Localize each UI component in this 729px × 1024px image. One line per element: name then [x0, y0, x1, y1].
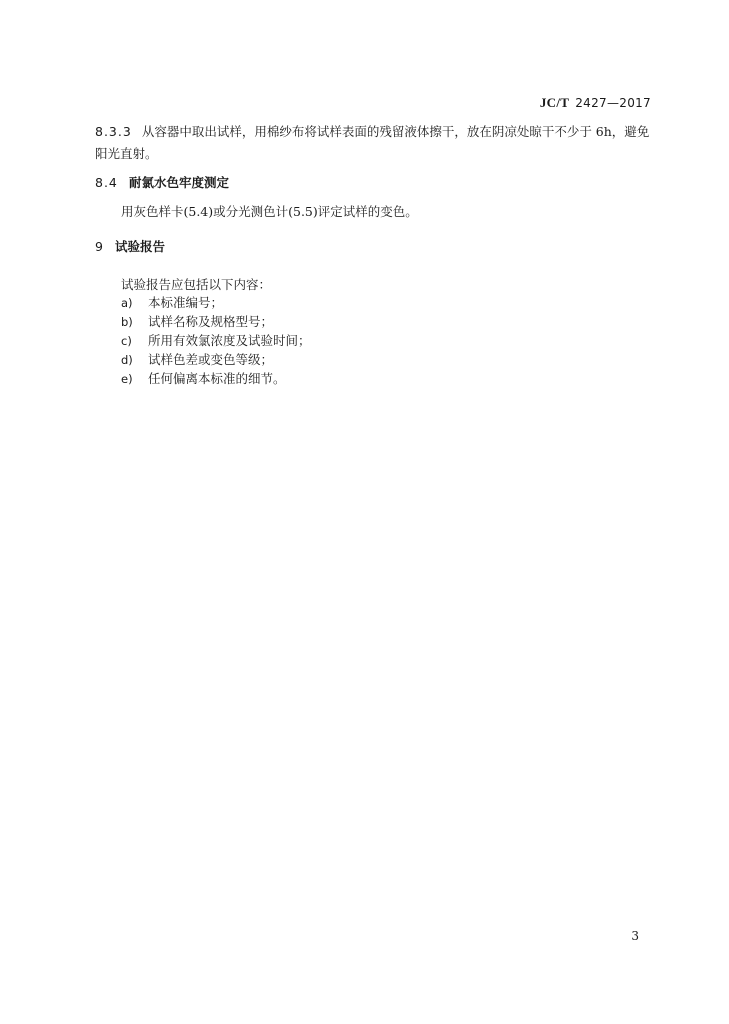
clause-8-4-text: 用灰色样卡(5.4)或分光测色计(5.5)评定试样的变色。	[121, 204, 418, 219]
page-number: 3	[631, 929, 639, 943]
clause-8-3-3	[95, 121, 653, 165]
list-item	[121, 350, 311, 369]
list-marker: e)	[121, 372, 133, 386]
list-item-text: 试样名称及规格型号；	[148, 314, 274, 329]
clause-number: 8.4	[95, 175, 118, 190]
section-9-heading	[95, 237, 165, 255]
clause-text: 从容器中取出试样，用棉纱布将试样表面的残留液体擦干，放在阴凉处晾干不少于 6h，避免阳光直射。	[95, 124, 650, 161]
list-item	[121, 312, 311, 331]
list-item-text: 试样色差或变色等级；	[148, 352, 274, 367]
clause-8-4-heading	[95, 173, 229, 191]
standard-code	[540, 95, 651, 111]
list-marker: a)	[121, 296, 133, 310]
list-marker: b)	[121, 315, 133, 329]
list-item-text: 本标准编号；	[148, 295, 224, 310]
list-item-text: 所用有效氯浓度及试验时间；	[148, 333, 311, 348]
report-intro: 试验报告应包括以下内容：	[121, 277, 272, 292]
clause-title: 耐氯水色牢度测定	[129, 175, 230, 190]
section-title: 试验报告	[115, 239, 166, 254]
list-marker: c)	[121, 334, 132, 348]
report-items-list	[121, 293, 311, 388]
list-item	[121, 331, 311, 350]
standard-code-prefix: JC/T	[539, 95, 570, 110]
section-number: 9	[95, 239, 104, 254]
clause-number: 8.3.3	[95, 124, 132, 139]
standard-code-number: 2427—2017	[575, 96, 651, 110]
list-item	[121, 293, 311, 312]
list-marker: d)	[121, 353, 133, 367]
list-item	[121, 369, 311, 388]
list-item-text: 任何偏离本标准的细节。	[148, 371, 286, 386]
